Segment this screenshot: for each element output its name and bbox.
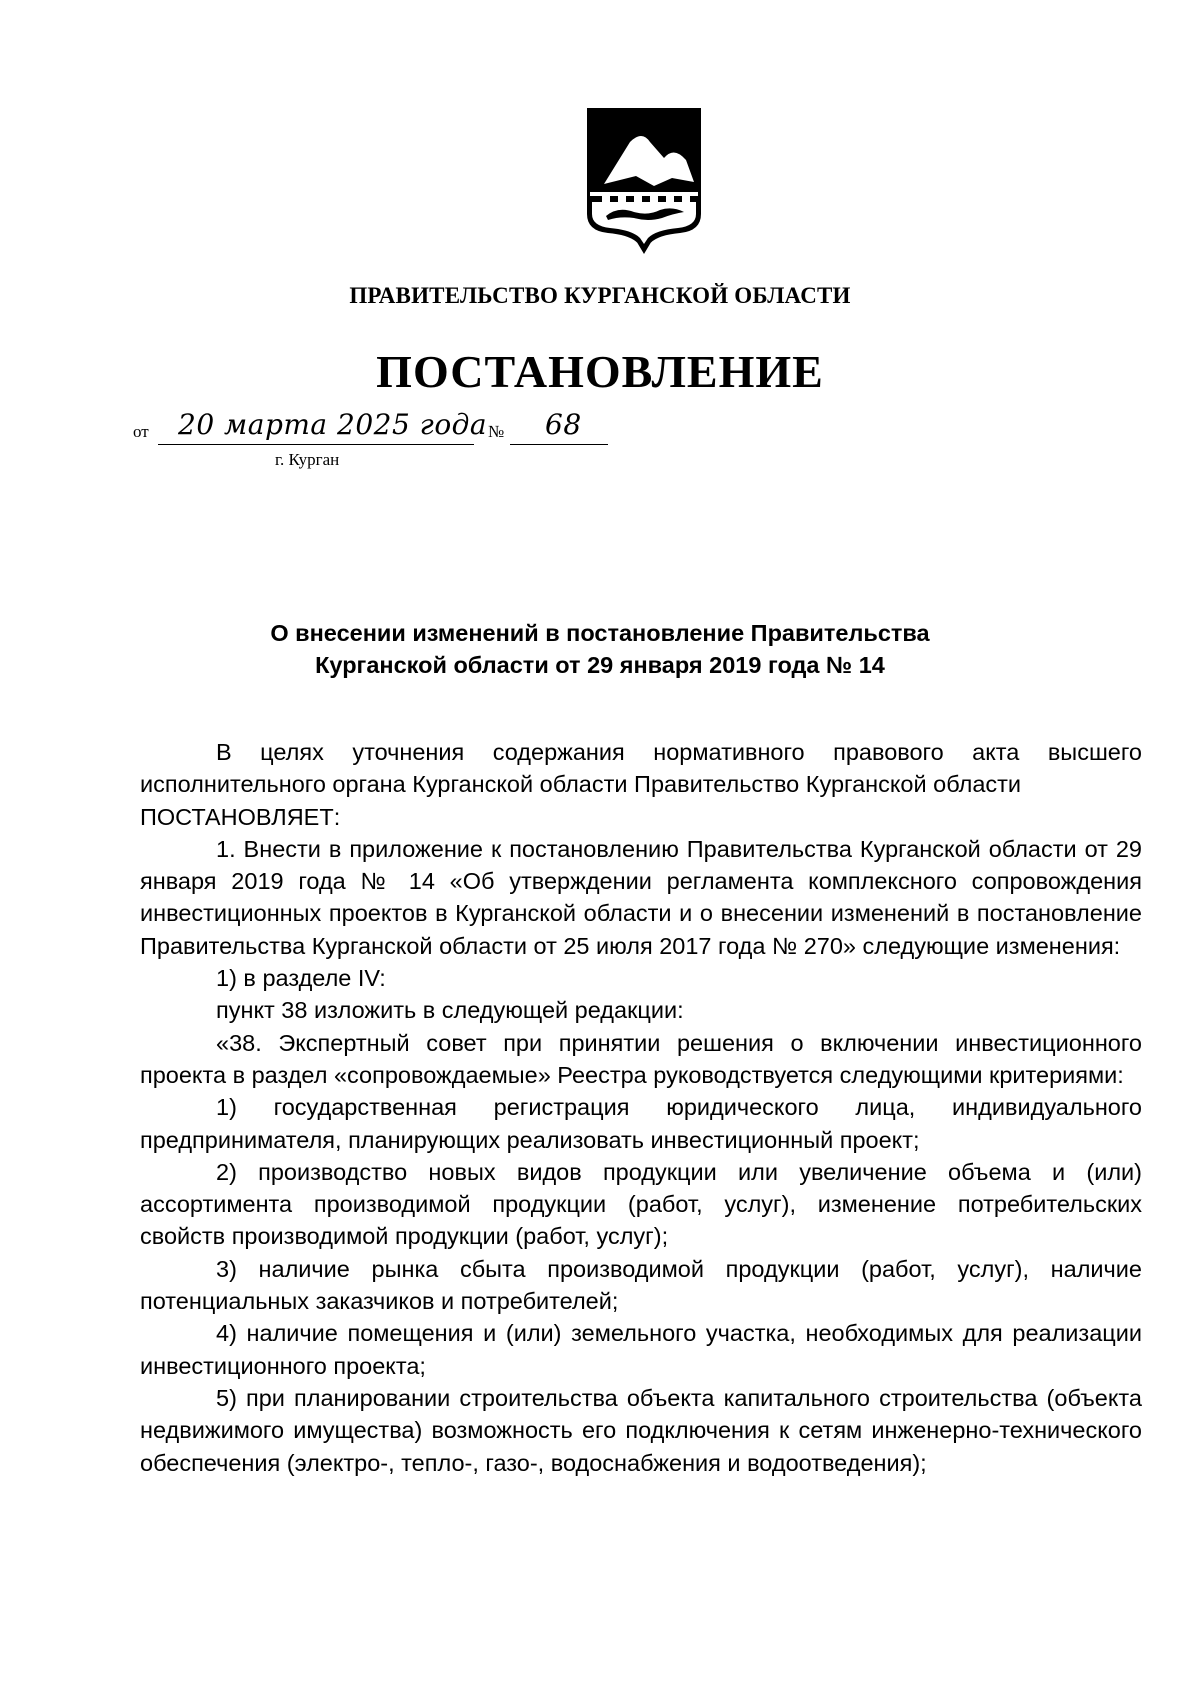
title-line-2: Курганской области от 29 января 2019 года № 14 [315, 652, 885, 678]
document-title [0, 617, 1200, 681]
paragraph-criterion-3: 3) наличие рынка сбыта производимой продукции (работ, услуг), наличие потенциальных заказчиков и потребителей; [140, 1255, 1142, 1315]
paragraph-preamble: В целях уточнения содержания нормативного правового акта высшего исполнительного органа Курганской области Правительство Курганской области [140, 739, 1142, 798]
paragraph-criterion-5: 5) при планировании строительства объекта капитального строительства (объекта недвижимого имущества) возможность его подключения к сетям инженерно-технического обеспечения (электро-, тепло-, газо-, водоснабжения и водоотведения); [140, 1384, 1142, 1476]
paragraph-item-1: 1. Внести в приложение к постановлению Правительства Курганской области от 29 января 2019 года № 14 «Об утверждении регламента комплексного сопровождения инвестиционных проектов в Курганской области и о внесении изменений в постановление Правительства Курганской области от 25 июля 2017 года № 270» следующие изменения: [140, 835, 1142, 959]
number-underline [510, 444, 608, 445]
date-value: 20 марта 2025 года [178, 408, 488, 441]
document-type: ПОСТАНОВЛЕНИЕ [376, 346, 824, 397]
document-meta [0, 408, 1200, 480]
paragraph-section-iv: 1) в разделе IV: [216, 965, 386, 992]
paragraph-criterion-4: 4) наличие помещения и (или) земельного участка, необходимых для реализации инвестиционного проекта; [140, 1320, 1142, 1379]
paragraph-criterion-2: 2) производство новых видов продукции или увеличение объема и (или) ассортимента производимой продукции (работ, услуг), изменение потребительских свойств производимой продукции (работ, услуг); [140, 1158, 1142, 1250]
organization-name: ПРАВИТЕЛЬСТВО КУРГАНСКОЙ ОБЛАСТИ [349, 283, 851, 308]
kurgan-coat-of-arms-icon [584, 106, 704, 256]
paragraph-point-38-intro: пункт 38 изложить в следующей редакции: [216, 997, 684, 1024]
date-label: от [133, 422, 149, 441]
title-line-1: О внесении изменений в постановление Правительства [270, 620, 930, 646]
city-label: г. Курган [275, 450, 340, 469]
paragraph-resolves: ПОСТАНОВЛЯЕТ: [140, 803, 341, 830]
paragraph-criterion-1: 1) государственная регистрация юридического лица, индивидуального предпринимателя, планирующих реализовать инвестиционный проект; [140, 1094, 1142, 1153]
number-label: № [488, 422, 505, 441]
number-value: 68 [545, 408, 582, 441]
date-underline [158, 444, 474, 445]
paragraph-point-38: «38. Экспертный совет при принятии решения о включении инвестиционного проекта в раздел «сопровождаемые» Реестра руководствуется следующими критериями: [140, 1029, 1142, 1088]
document-body [140, 736, 1142, 1479]
